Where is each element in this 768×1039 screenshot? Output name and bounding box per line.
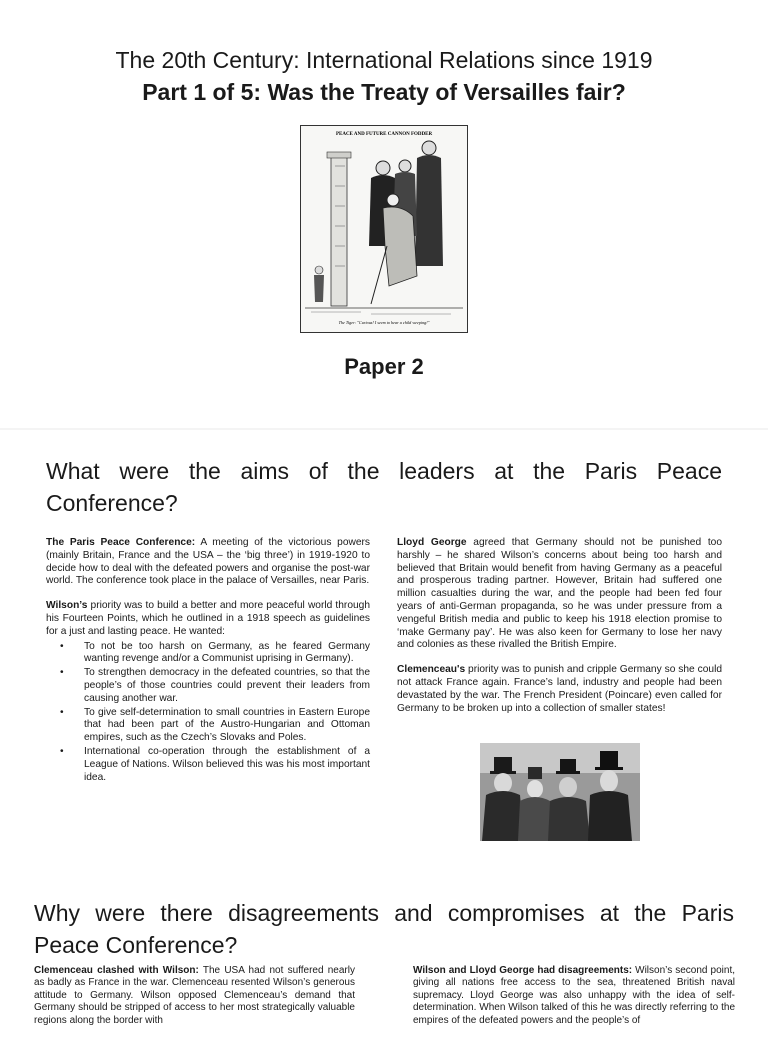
page-one: [0, 0, 768, 430]
lloyd-george-text: agreed that Germany should not be punished too harshly – he shared Wilson’s concerns about being too harsh and believed that Britain would benefit from having Germany as a peaceful and prosperous trading partner. However, Britain had suffered one million casualties during the war, and the people had been fed four years of anti-German propaganda, so he was under pressure from a vengeful British media and public to keep his 1918 election promise to ‘make Germany pay’. He was also keen for Germany to lose her navy and colonies as these rivalled the British Empire.: [397, 537, 722, 651]
wilson-term: Wilson’s: [46, 600, 88, 612]
lloyd-george-term: Lloyd George: [397, 537, 467, 548]
aims-right-column: [397, 537, 722, 727]
wilson-paragraph: [46, 600, 370, 638]
wilson-text: priority was to build a better and more peaceful world through his Fourteen Points, which he outlined in a 1918 speech as guidelines for a just and lasting peace. He wanted:: [46, 600, 370, 637]
wilson-aims-list: [46, 641, 370, 785]
clemenceau-term: Clemenceau's: [397, 664, 466, 676]
wilson-lloyd-george-term: Wilson and Lloyd George had disagreements:: [413, 965, 633, 976]
list-item: • To strengthen democracy in the defeated countries, so that the people’s of those countries could prevent their leaders from causing another war.: [46, 667, 370, 705]
wilson-lloyd-george-paragraph: [413, 965, 735, 1027]
paris-conference-paragraph: [46, 537, 370, 588]
clemenceau-paragraph: [397, 664, 722, 715]
aims-left-column: [46, 537, 370, 785]
disagreements-right-column: [413, 965, 735, 1039]
list-item: • To give self-determination to small countries in Eastern Europe that had been part of the Austro-Hungarian and Ottoman empires, such as the Czech’s Slovaks and Poles.: [46, 707, 370, 745]
lloyd-george-paragraph: [397, 537, 722, 652]
document-title: The 20th Century: International Relations since 1919: [115, 47, 653, 73]
big-three-photo: [480, 743, 640, 841]
paper-label: Paper 2: [344, 354, 424, 379]
section-heading-aims: What were the aims of the leaders at the Paris Peace Conference?: [46, 458, 722, 516]
cartoon-caption-top: PEACE AND FUTURE CANNON FODDER: [335, 132, 433, 137]
document-subtitle: Part 1 of 5: Was the Treaty of Versailles fair?: [142, 79, 626, 105]
disagreements-left-column: [34, 965, 355, 1039]
political-cartoon: [300, 125, 468, 333]
list-item: • International co-operation through the establishment of a League of Nations. Wilson believed this was his most important idea.: [46, 746, 370, 784]
clemenceau-text: priority was to punish and cripple Germany so she could not attack France again. France’s land, industry and people had been devastated by the war. The French President (Poincare) even called for Germany to be broken up into a collection of smaller states!: [397, 664, 722, 714]
paris-conference-text: A meeting of the victorious powers (mainly Britain, France and the USA – the ‘big three’) in 1919-1920 to decide how to deal with the defeated powers and organise the post-war world. The conference took place in the palace of Versailles, near Paris.: [46, 537, 370, 587]
clemenceau-wilson-term: Clemenceau clashed with Wilson:: [34, 965, 199, 976]
wilson-lloyd-george-text: Wilson’s second point, giving all nations free access to the sea, threatened British naval supremacy. Lloyd George was also unhappy with the idea of self-determination. When Wilson talked of this he was directly referring to the empires of the defeated powers and the people’s of: [413, 965, 735, 1026]
clemenceau-wilson-text: The USA had not suffered nearly as badly as France in the war. Clemenceau resented Wilson’s generous attitude to Germany. Wilson opposed Clemenceau’s demand that Germany should be stripped of access to her most strategically valuable regions along the border with: [34, 965, 355, 1026]
clemenceau-wilson-paragraph: [34, 965, 355, 1027]
cartoon-caption-bottom: The Tiger: "Curious! I seem to hear a child weeping!": [338, 320, 430, 325]
section-heading-disagreements: Why were there disagreements and compromises at the Paris Peace Conference?: [34, 900, 734, 958]
paris-conference-term: The Paris Peace Conference:: [46, 537, 196, 548]
list-item: • To not be too harsh on Germany, as he feared Germany wanting revenge and/or a Communist uprising in Germany).: [46, 641, 370, 667]
